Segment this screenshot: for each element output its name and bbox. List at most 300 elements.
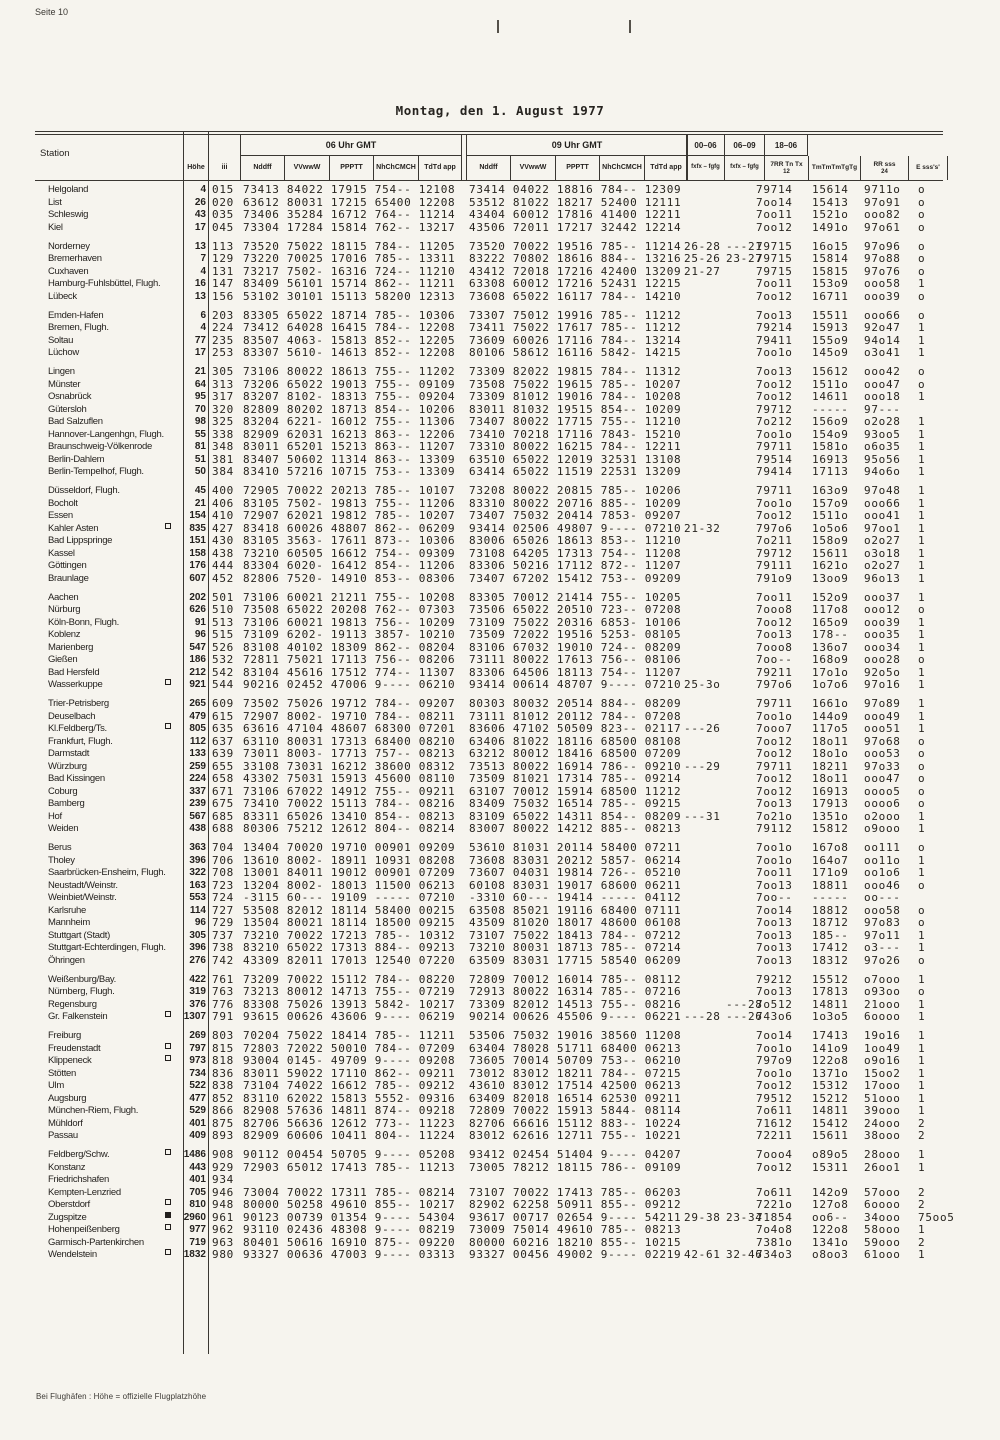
- station-id-value: 671: [212, 784, 234, 798]
- obs-06gmt-values: 73209 70022 15112 784-- 08220: [243, 972, 456, 986]
- ground-state-value: o: [918, 985, 926, 998]
- station-name: Koblenz: [48, 629, 81, 640]
- obs-09gmt-values: 63409 82018 16514 62530 09211: [469, 1091, 682, 1105]
- station-name: Mühldorf: [48, 1117, 83, 1129]
- station-id-value: 513: [212, 615, 234, 629]
- obs-06gmt-values: 73502 75026 19712 784-- 09207: [243, 697, 456, 710]
- precip-18-06-value: 7oo13: [756, 308, 793, 322]
- station-name: Kiel: [48, 221, 63, 233]
- registration-tick-icon: [497, 20, 499, 33]
- precip-18-06-value: 71612: [756, 1116, 793, 1130]
- obs-09gmt-values: 83007 80022 14212 885-- 08213: [469, 822, 682, 835]
- obs-06gmt-values: 73413 84022 17915 754-- 12108: [243, 183, 456, 196]
- station-name: Stuttgart (Stadt): [48, 929, 110, 941]
- elevation-value: 401: [189, 1117, 206, 1129]
- station-name: Regensburg: [48, 998, 97, 1010]
- station-id-value: 526: [212, 640, 234, 654]
- obs-06gmt-values: 73109 6202- 19113 3857- 10210: [243, 628, 456, 641]
- temp-mean-values: 15814: [812, 252, 849, 265]
- temp-mean-values: 1621o: [812, 559, 849, 572]
- col-header-rr24: RR sss 24: [860, 156, 908, 180]
- obs-09gmt-values: 83306 64506 18113 754-- 11207: [469, 665, 682, 679]
- station-name: Saarbrücken-Ensheim, Flugh.: [48, 867, 166, 878]
- precip-18-06-value: 7oo1o: [756, 496, 793, 510]
- elevation-value: 21: [194, 497, 206, 509]
- obs-06gmt-values: 73106 60021 21211 755-- 10208: [243, 590, 456, 604]
- station-id-value: 946: [212, 1185, 234, 1199]
- obs-09gmt-values: 73605 70014 50709 753-- 06210: [469, 1054, 682, 1067]
- ground-state-value: 1: [918, 440, 926, 453]
- precip-24h-value: 97o48: [864, 484, 901, 497]
- station-id-value: 893: [212, 1129, 234, 1142]
- col-header-tdtd-06: TdTd app: [418, 156, 462, 180]
- obs-09gmt-values: 80000 60216 18210 855-- 10215: [469, 1235, 682, 1249]
- table-row: [0, 942, 1000, 955]
- precip-24h-value: o7ooo: [864, 972, 901, 986]
- elevation-value: 522: [189, 1080, 206, 1091]
- obs-06gmt-values: 90112 00454 50705 9---- 05208: [243, 1148, 456, 1161]
- table-row: [0, 441, 1000, 454]
- precip-24h-value: 93oo5: [864, 427, 901, 441]
- elevation-value: 224: [189, 773, 206, 784]
- elevation-value: 1832: [183, 1249, 206, 1260]
- precip-24h-value: ooo42: [864, 365, 901, 378]
- ground-state-value: o: [918, 903, 926, 917]
- obs-06gmt-values: 93110 02436 48308 9---- 08219: [243, 1223, 456, 1236]
- precip-24h-value: 94o6o: [864, 465, 901, 478]
- col-header-ppptt-06: PPPTT: [329, 156, 373, 180]
- obs-09gmt-values: 73310 80022 16215 784-- 12211: [469, 440, 682, 453]
- obs-06gmt-values: 73004 70022 17311 785-- 08214: [243, 1185, 456, 1199]
- obs-09gmt-values: 73208 80022 20815 785-- 10206: [469, 484, 682, 497]
- precip-18-06-value: 7oo1o: [756, 346, 793, 359]
- precip-24h-value: o2ooo: [864, 809, 901, 823]
- precip-24h-value: oo---: [864, 891, 901, 904]
- temp-mean-values: 185--: [812, 928, 849, 942]
- precip-18-06-value: 7oo11: [756, 590, 793, 604]
- elevation-value: 921: [189, 679, 206, 690]
- station-id-value: 406: [212, 496, 234, 510]
- ground-state-value: 1: [918, 333, 926, 347]
- temp-mean-values: 1581o: [812, 440, 849, 453]
- obs-09gmt-values: 63509 83031 17715 58540 06209: [469, 953, 682, 967]
- station-id-value: 948: [212, 1198, 234, 1211]
- precip-18-06-value: 7oo13: [756, 878, 793, 892]
- obs-09gmt-values: 73414 04022 18816 784-- 12309: [469, 183, 682, 196]
- wind-00-06-value: ---29: [684, 759, 721, 773]
- obs-06gmt-values: 73412 64028 16415 784-- 12208: [243, 321, 456, 334]
- obs-06gmt-values: 82909 60606 10411 804-- 11224: [243, 1129, 456, 1142]
- precip-18-06-value: 7oo13: [756, 365, 793, 378]
- station-id-value: 045: [212, 220, 234, 234]
- precip-18-06-value: 79715: [756, 264, 793, 278]
- precip-18-06-value: 7o611: [756, 1104, 793, 1117]
- elevation-value: 422: [189, 973, 206, 985]
- obs-06gmt-values: 13610 8002- 18911 10931 08208: [243, 853, 456, 867]
- obs-06gmt-values: 13204 8002- 18013 11500 06213: [243, 878, 456, 892]
- elevation-value: 151: [189, 535, 206, 546]
- wind-00-06-value: 29-38: [684, 1210, 721, 1224]
- precip-24h-value: ooo35: [864, 628, 901, 641]
- station-name: Neustadt/Weinstr.: [48, 879, 118, 891]
- station-id-value: 313: [212, 377, 234, 391]
- temp-mean-values: 17813: [812, 985, 849, 998]
- precip-24h-value: 97o11: [864, 928, 901, 942]
- precip-18-06-value: 7ooo7: [756, 722, 793, 735]
- precip-24h-value: ooo39: [864, 289, 901, 303]
- elevation-value: 176: [189, 560, 206, 571]
- ground-state-value: 1: [918, 465, 926, 478]
- ground-state-value: 1: [918, 809, 926, 823]
- precip-18-06-value: 79711: [756, 440, 793, 453]
- temp-mean-values: o8oo3: [812, 1248, 849, 1261]
- precip-18-06-value: 797o6: [756, 521, 793, 535]
- elevation-value: 409: [189, 1130, 206, 1141]
- temp-mean-values: 15611: [812, 1129, 849, 1142]
- station-id-value: 852: [212, 1091, 234, 1105]
- precip-24h-value: 39ooo: [864, 1104, 901, 1117]
- station-id-value: 866: [212, 1104, 234, 1117]
- ground-state-value: 2: [918, 1198, 926, 1211]
- station-group: [0, 485, 1000, 585]
- ground-state-value: 1: [918, 1104, 926, 1117]
- obs-09gmt-values: 93617 00717 02654 9---- 54211: [469, 1210, 682, 1224]
- station-name: Trier-Petrisberg: [48, 698, 109, 709]
- station-name: Bremen, Flugh.: [48, 322, 109, 333]
- temp-mean-values: 117o5: [812, 722, 849, 735]
- station-name: Lüchow: [48, 347, 79, 358]
- station-name: Bamberg: [48, 798, 85, 809]
- table-row: [0, 322, 1000, 335]
- precip-24h-value: 95o56: [864, 452, 901, 466]
- station-id-value: 438: [212, 546, 234, 560]
- precip-24h-value: 97o96: [864, 239, 901, 253]
- precip-24h-value: 97o88: [864, 252, 901, 265]
- obs-06gmt-values: 93004 0145- 49709 9---- 09208: [243, 1054, 456, 1067]
- station-id-value: 253: [212, 346, 234, 359]
- col-header-clouds-09: NhChCMCH: [599, 156, 644, 180]
- group-header-06gmt: 06 Uhr GMT: [240, 134, 462, 156]
- station-group: [0, 974, 1000, 1024]
- elevation-value: 4: [200, 322, 206, 333]
- temp-mean-values: 1o3o5: [812, 1010, 849, 1023]
- station-id-value: 444: [212, 559, 234, 572]
- station-name: Tholey: [48, 854, 75, 866]
- obs-09gmt-values: 83012 62616 12711 755-- 10221: [469, 1129, 682, 1142]
- station-id-value: 381: [212, 452, 234, 466]
- precip-18-06-value: 7o4o8: [756, 1223, 793, 1236]
- precip-24h-value: 9711o: [864, 183, 901, 196]
- col-header-clouds-06: NhChCMCH: [373, 156, 418, 180]
- station-id-value: 501: [212, 590, 234, 604]
- precip-18-06-value: 7oo12: [756, 784, 793, 798]
- footnote: Bei Flughäfen : Höhe = offizielle Flugplatzhöhe: [36, 1392, 207, 1401]
- table-row: [0, 748, 1000, 761]
- precip-24h-value: 15oo2: [864, 1066, 901, 1080]
- station-group: [0, 184, 1000, 234]
- precip-24h-value: o2o28: [864, 415, 901, 428]
- precip-24h-value: o3o18: [864, 546, 901, 560]
- obs-09gmt-values: 83606 47102 50509 823-- 02117: [469, 722, 682, 735]
- wind-00-06-value: 25-26: [684, 252, 721, 265]
- precip-18-06-value: 79712: [756, 546, 793, 560]
- elevation-value: 202: [189, 591, 206, 603]
- ground-state-value: 1: [918, 571, 926, 585]
- precip-18-06-value: 734o3: [756, 1248, 793, 1261]
- station-id-value: 235: [212, 333, 234, 347]
- table-row: [0, 1105, 1000, 1118]
- obs-06gmt-values: 83410 57216 10715 753-- 13309: [243, 465, 456, 478]
- elevation-value: 4: [200, 184, 206, 195]
- obs-06gmt-values: 82908 57636 14811 874-- 09218: [243, 1104, 456, 1117]
- obs-06gmt-values: 73206 65022 19013 755-- 09109: [243, 377, 456, 391]
- temp-mean-values: 153o9: [812, 277, 849, 290]
- station-id-value: 384: [212, 465, 234, 478]
- elevation-value: 77: [194, 334, 206, 346]
- precip-18-06-value: 7oo12: [756, 509, 793, 522]
- obs-09gmt-values: 53506 75032 19016 38560 11208: [469, 1029, 682, 1042]
- station-id-value: 723: [212, 878, 234, 892]
- obs-09gmt-values: 73407 75032 20414 7853- 09207: [469, 509, 682, 522]
- obs-09gmt-values: 73411 75022 17617 785-- 11212: [469, 321, 682, 334]
- precip-24h-value: 97o76: [864, 264, 901, 278]
- ground-state-value: 1: [918, 546, 926, 560]
- table-row: [0, 291, 1000, 304]
- ground-state-value: o: [918, 252, 926, 265]
- ground-state-value: o: [918, 603, 926, 616]
- elevation-value: 114: [189, 904, 206, 916]
- temp-mean-values: 157o9: [812, 496, 849, 510]
- temp-mean-values: 15913: [812, 321, 849, 334]
- station-name: Schleswig: [48, 209, 89, 220]
- ground-state-value: o: [918, 747, 926, 760]
- obs-06gmt-values: 13404 70020 19710 00901 09209: [243, 841, 456, 854]
- precip-18-06-value: 7221o: [756, 1198, 793, 1211]
- wind-06-09-value: ---26: [726, 1010, 763, 1023]
- ground-state-value: o: [918, 772, 926, 785]
- station-id-value: 544: [212, 678, 234, 691]
- precip-24h-value: 28ooo: [864, 1148, 901, 1161]
- table-row: [0, 416, 1000, 429]
- temp-mean-values: oo6--: [812, 1210, 849, 1224]
- ground-state-value: o: [918, 916, 926, 929]
- station-name: Emden-Hafen: [48, 309, 104, 321]
- station-name: Kl.Feldberg/Ts.: [48, 723, 107, 734]
- ground-state-value: 1: [918, 1248, 926, 1261]
- precip-24h-value: ooo47: [864, 772, 901, 785]
- temp-mean-values: 16o15: [812, 239, 849, 253]
- precip-18-06-value: 7oo--: [756, 653, 793, 666]
- obs-06gmt-values: 72907 62021 19812 785-- 10207: [243, 509, 456, 522]
- col-header-tdtd-09: TdTd app: [644, 156, 688, 180]
- station-id-value: 963: [212, 1235, 234, 1249]
- obs-09gmt-values: 43509 81020 18017 48600 06108: [469, 916, 682, 929]
- elevation-value: 269: [189, 1030, 206, 1041]
- obs-09gmt-values: 83011 81032 19515 854-- 10209: [469, 402, 682, 416]
- obs-06gmt-values: 83204 6221- 16012 755-- 11306: [243, 415, 456, 428]
- precip-18-06-value: 79414: [756, 465, 793, 478]
- precip-24h-value: 97oo1: [864, 521, 901, 535]
- obs-09gmt-values: 73608 83031 20212 5857- 06214: [469, 853, 682, 867]
- station-name: Soltau: [48, 334, 74, 346]
- ground-state-value: 1: [918, 1010, 926, 1023]
- temp-mean-values: 15812: [812, 822, 849, 835]
- obs-06gmt-values: 93327 00636 47003 9---- 03313: [243, 1248, 456, 1261]
- station-name: Hof: [48, 810, 62, 822]
- station-name: Öhringen: [48, 954, 85, 966]
- precip-24h-value: 21ooo: [864, 997, 901, 1011]
- ground-state-value: 1: [918, 997, 926, 1011]
- precip-18-06-value: 7o611: [756, 1185, 793, 1199]
- precip-24h-value: 97o16: [864, 678, 901, 691]
- station-id-value: 776: [212, 997, 234, 1011]
- station-name: Lingen: [48, 366, 75, 377]
- group-header-06-09: 06–09: [724, 134, 765, 156]
- ground-state-value: o: [918, 264, 926, 278]
- obs-09gmt-values: 73509 81021 17314 785-- 09214: [469, 772, 682, 785]
- obs-06gmt-values: 13001 84011 19012 00901 07209: [243, 866, 456, 879]
- station-name: Hohenpeißenberg: [48, 1224, 120, 1235]
- obs-06gmt-values: 53508 82012 18114 58400 00215: [243, 903, 456, 917]
- wind-00-06-value: ---28: [684, 1010, 721, 1023]
- precip-24h-value: 97---: [864, 402, 901, 416]
- temp-mean-values: 1511o: [812, 377, 849, 391]
- elevation-value: 45: [194, 485, 206, 496]
- precip-24h-value: oo111: [864, 841, 901, 854]
- elevation-value: 835: [189, 522, 206, 534]
- obs-06gmt-values: 93615 00626 43606 9---- 06219: [243, 1010, 456, 1023]
- table-row: [0, 773, 1000, 786]
- elevation-value: 2960: [183, 1211, 206, 1223]
- obs-09gmt-values: 53512 81022 18217 52400 12111: [469, 195, 682, 209]
- station-id-value: 400: [212, 484, 234, 497]
- obs-09gmt-values: 73608 65022 16117 784-- 14210: [469, 289, 682, 303]
- station-name: Berus: [48, 842, 72, 853]
- precip-18-06-value: 7ooo4: [756, 1148, 793, 1161]
- elevation-value: 13: [194, 240, 206, 252]
- precip-18-06-value: 7oo13: [756, 928, 793, 942]
- obs-06gmt-values: 73508 65022 20208 762-- 07303: [243, 603, 456, 616]
- obs-09gmt-values: 73108 64205 17313 754-- 11208: [469, 546, 682, 560]
- station-name: Nürburg: [48, 604, 81, 615]
- station-name: Frankfurt, Flugh.: [48, 735, 113, 747]
- station-id-value: 147: [212, 277, 234, 290]
- obs-09gmt-values: 72809 70012 16014 785-- 08112: [469, 972, 682, 986]
- elevation-value: 719: [189, 1236, 206, 1248]
- precip-24h-value: ooo28: [864, 653, 901, 666]
- ground-state-value: 1: [918, 277, 926, 290]
- elevation-value: 64: [194, 378, 206, 390]
- station-name: Weiden: [48, 823, 79, 834]
- table-row: [0, 366, 1000, 379]
- obs-09gmt-values: 73607 04031 19814 726-- 05210: [469, 866, 682, 879]
- ground-state-value: o: [918, 365, 926, 378]
- temp-mean-values: 14611: [812, 390, 849, 403]
- ground-state-value: 2: [918, 1235, 926, 1249]
- temp-mean-values: 15611: [812, 546, 849, 560]
- station-id-value: 655: [212, 759, 234, 773]
- col-header-vvwww-06: VVwwW: [284, 156, 329, 180]
- station-id-value: 020: [212, 195, 234, 209]
- obs-09gmt-values: 73508 75022 19615 785-- 10207: [469, 377, 682, 391]
- station-group: [0, 1149, 1000, 1262]
- station-id-value: 742: [212, 953, 234, 967]
- obs-09gmt-values: 63508 85021 19116 68400 07111: [469, 903, 682, 917]
- elevation-value: 973: [189, 1055, 206, 1066]
- precip-18-06-value: 797o6: [756, 678, 793, 691]
- temp-mean-values: 1341o: [812, 1235, 849, 1249]
- obs-09gmt-values: 63107 70012 15914 68500 11212: [469, 784, 682, 798]
- station-name: Köln-Bonn, Flugh.: [48, 616, 119, 628]
- station-name: Karlsruhe: [48, 904, 86, 916]
- station-id-value: 708: [212, 866, 234, 879]
- elevation-value: 276: [189, 954, 206, 966]
- elevation-value: 805: [189, 723, 206, 734]
- obs-06gmt-values: 73220 70025 17016 785-- 13311: [243, 252, 456, 265]
- elevation-value: 259: [189, 760, 206, 772]
- precip-18-06-value: 7oo13: [756, 628, 793, 641]
- station-id-value: 430: [212, 534, 234, 547]
- group-header-18-06: 18–06: [764, 134, 808, 156]
- precip-18-06-value: 797o9: [756, 1054, 793, 1067]
- ground-state-value: o: [918, 797, 926, 810]
- ground-state-value: 2: [918, 1185, 926, 1199]
- temp-mean-values: 136o7: [812, 640, 849, 654]
- station-name: Deuselbach: [48, 710, 96, 722]
- ground-state-value: 1: [918, 709, 926, 723]
- precip-24h-value: 97o83: [864, 916, 901, 929]
- station-id-value: 317: [212, 390, 234, 403]
- elevation-value: 319: [189, 986, 206, 997]
- col-header-nddff-09: Nddff: [466, 156, 510, 180]
- obs-06gmt-values: 73104 74022 16612 785-- 09212: [243, 1079, 456, 1092]
- obs-09gmt-values: 82902 62258 50911 855-- 09212: [469, 1198, 682, 1211]
- obs-06gmt-values: 83418 60026 48807 862-- 06209: [243, 521, 456, 535]
- ground-state-value: o: [918, 208, 926, 221]
- precip-18-06-value: 7oo12: [756, 615, 793, 629]
- precip-18-06-value: 79112: [756, 822, 793, 835]
- table-row: [0, 679, 1000, 692]
- temp-mean-values: 18o11: [812, 734, 849, 748]
- temp-mean-values: 1521o: [812, 208, 849, 221]
- precip-18-06-value: 7oo12: [756, 772, 793, 785]
- temp-mean-values: 144o9: [812, 709, 849, 723]
- precip-24h-value: o2o27: [864, 534, 901, 547]
- ground-state-value: 1: [918, 559, 926, 572]
- ground-state-value: 1: [918, 1029, 926, 1042]
- station-name: Friedrichshafen: [48, 1174, 109, 1185]
- precip-24h-value: 58ooo: [864, 1223, 901, 1236]
- precip-18-06-value: 7oo1o: [756, 1041, 793, 1055]
- ground-state-value: o: [918, 195, 926, 209]
- temp-mean-values: 18312: [812, 953, 849, 967]
- obs-06gmt-values: 73304 17284 15814 762-- 13217: [243, 220, 456, 234]
- precip-18-06-value: 7oo1o: [756, 709, 793, 723]
- precip-24h-value: ooo49: [864, 709, 901, 723]
- elevation-value: 43: [194, 209, 206, 220]
- precip-24h-value: ooo58: [864, 903, 901, 917]
- precip-24h-value: ooo12: [864, 603, 901, 616]
- precip-18-06-value: 7oo13: [756, 941, 793, 954]
- temp-mean-values: 158o9: [812, 534, 849, 547]
- temp-mean-values: 167o8: [812, 841, 849, 854]
- obs-09gmt-values: 73107 70022 17413 785-- 06203: [469, 1185, 682, 1199]
- ground-state-value: 1: [918, 390, 926, 403]
- registration-tick-icon: [629, 20, 631, 33]
- station-id-value: 962: [212, 1223, 234, 1236]
- table-row: [0, 510, 1000, 523]
- obs-09gmt-values: 43506 72011 17217 32442 12214: [469, 220, 682, 234]
